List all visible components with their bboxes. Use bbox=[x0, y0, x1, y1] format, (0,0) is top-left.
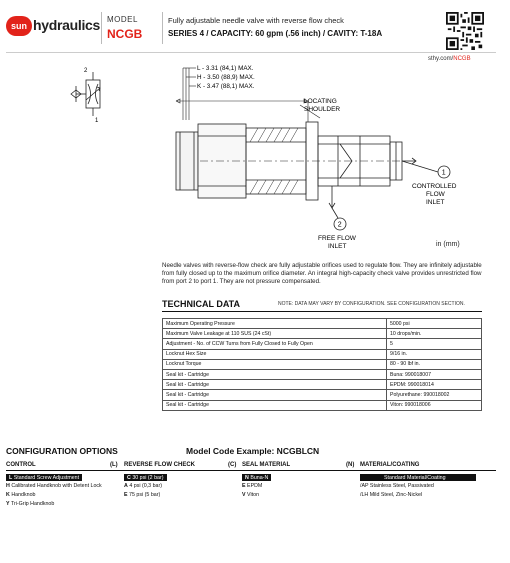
option-label: Handknob bbox=[11, 492, 36, 498]
header-divider bbox=[101, 12, 102, 44]
dimension-h: H - 3.50 (88,9) MAX. bbox=[197, 74, 255, 81]
valve-body bbox=[176, 122, 438, 218]
config-option[interactable] bbox=[242, 492, 259, 498]
option-label: Standard Screw Adjustment bbox=[13, 474, 80, 481]
dimension-l: L - 3.31 (84,1) MAX. bbox=[197, 65, 254, 72]
option-label: Standard Material/Coating bbox=[384, 474, 446, 481]
tech-value: Viton: 990018006 bbox=[387, 400, 482, 410]
option-code: K bbox=[6, 492, 10, 498]
description-paragraph: Needle valves with reverse-flow check are fully adjustable orifices used to regulate flow. They are infinitely adjustable from fully closed up to the maximum orifice diameter. An integral high-capacity check valve provides unrestricted flow from port 2 to port 1. They are not pressure compensated. bbox=[162, 262, 482, 285]
control-column-code: (L) bbox=[110, 462, 118, 468]
tech-value: 10 drops/min. bbox=[387, 329, 482, 339]
control-column-header: CONTROL bbox=[6, 462, 36, 468]
tech-row bbox=[163, 349, 482, 359]
option-code: Y bbox=[6, 501, 10, 507]
free-flow-label-1: FREE FLOW bbox=[318, 235, 356, 242]
technical-data-table bbox=[162, 318, 482, 411]
tech-label: Maximum Operating Pressure bbox=[163, 319, 387, 329]
option-label: Viton bbox=[247, 492, 260, 498]
units-label: in (mm) bbox=[436, 241, 460, 248]
config-option[interactable] bbox=[360, 474, 476, 481]
option-label: Buna-N bbox=[250, 474, 269, 481]
option-code: E bbox=[124, 492, 128, 498]
option-label: /LH Mild Steel, Zinc-Nickel bbox=[360, 492, 423, 498]
option-label: /AP Stainless Steel, Passivated bbox=[360, 483, 434, 489]
config-option[interactable] bbox=[124, 492, 160, 498]
option-code: V bbox=[242, 492, 246, 498]
config-option[interactable] bbox=[360, 483, 434, 489]
technical-data-title: TECHNICAL DATA bbox=[162, 299, 240, 309]
tech-row bbox=[163, 359, 482, 369]
config-option[interactable] bbox=[6, 474, 82, 481]
technical-data-note: NOTE: DATA MAY VARY BY CONFIGURATION. SEE CONFIGURATION SECTION. bbox=[278, 301, 465, 307]
option-label: Calibrated Handknob with Detent Lock bbox=[11, 483, 102, 489]
configuration-rule bbox=[6, 470, 496, 471]
tech-row bbox=[163, 339, 482, 349]
tech-value: Buna: 990018007 bbox=[387, 369, 482, 379]
header-divider bbox=[162, 12, 163, 44]
product-url[interactable]: sthy.com/NCGB bbox=[428, 56, 471, 62]
config-option[interactable] bbox=[360, 492, 422, 498]
option-label: EPDM bbox=[247, 483, 263, 489]
product-description: Fully adjustable needle valve with reverse flow check bbox=[168, 16, 344, 25]
seal-material-header: SEAL MATERIAL bbox=[242, 462, 291, 468]
tech-label: Locknut Hex Size bbox=[163, 349, 387, 359]
valve-cross-section-drawing bbox=[0, 60, 510, 260]
tech-value: 5 bbox=[387, 339, 482, 349]
seal-material-code: (N) bbox=[346, 462, 355, 468]
hydraulic-symbol bbox=[71, 72, 100, 116]
model-code-example: Model Code Example: NCGBLCN bbox=[186, 446, 320, 456]
tech-row bbox=[163, 319, 482, 329]
tech-value: EPDM: 990018014 bbox=[387, 380, 482, 390]
tech-label: Adjustment - No. of CCW Turns from Fully Closed to Fully Open bbox=[163, 339, 387, 349]
qr-code-icon[interactable] bbox=[446, 12, 484, 50]
option-code: C bbox=[127, 474, 131, 481]
technical-data-rule bbox=[162, 311, 482, 312]
controlled-flow-label-3: INLET bbox=[426, 199, 445, 206]
tech-label: Locknut Torque bbox=[163, 359, 387, 369]
model-value: NCGB bbox=[107, 27, 143, 41]
series-capacity-cavity: SERIES 4 / CAPACITY: 60 gpm (.56 inch) / CAVITY: T-18A bbox=[168, 29, 383, 38]
tech-row bbox=[163, 380, 482, 390]
config-option[interactable] bbox=[6, 492, 35, 498]
option-code: N bbox=[245, 474, 249, 481]
tech-value: 5000 psi bbox=[387, 319, 482, 329]
symbol-port-1: 1 bbox=[95, 118, 99, 124]
shoulder-label: SHOULDER bbox=[304, 106, 341, 113]
free-flow-label-2: INLET bbox=[328, 243, 347, 250]
tech-row bbox=[163, 390, 482, 400]
tech-label: Seal kit - Cartridge bbox=[163, 369, 387, 379]
configuration-options-title: CONFIGURATION OPTIONS bbox=[6, 446, 118, 456]
config-option[interactable] bbox=[6, 501, 54, 507]
config-option[interactable] bbox=[242, 483, 262, 489]
controlled-flow-label-1: CONTROLLED bbox=[412, 183, 457, 190]
tech-value: 9/16 in. bbox=[387, 349, 482, 359]
option-label: Tri-Grip Handknob bbox=[10, 501, 55, 507]
option-code: E bbox=[242, 483, 246, 489]
callout-2-number: 2 bbox=[337, 221, 342, 229]
reverse-flow-check-header: REVERSE FLOW CHECK bbox=[124, 462, 196, 468]
logo-text: hydraulics bbox=[33, 17, 101, 33]
callout-1-number: 1 bbox=[441, 169, 446, 177]
material-coating-header: MATERIAL/COATING bbox=[360, 462, 420, 468]
config-option[interactable] bbox=[6, 483, 102, 489]
option-label: 75 psi (5 bar) bbox=[129, 492, 161, 498]
config-option[interactable] bbox=[242, 474, 271, 481]
header-rule bbox=[6, 52, 496, 53]
option-code: H bbox=[6, 483, 10, 489]
reverse-flow-check-code: (C) bbox=[228, 462, 237, 468]
model-label: MODEL bbox=[107, 15, 138, 24]
controlled-flow-label-2: FLOW bbox=[426, 191, 445, 198]
dimension-k: K - 3.47 (88,1) MAX. bbox=[197, 83, 255, 90]
tech-label: Seal kit - Cartridge bbox=[163, 400, 387, 410]
option-code: L bbox=[9, 474, 13, 481]
option-label: 30 psi (2 bar) bbox=[132, 474, 164, 481]
locating-label: LOCATING bbox=[304, 98, 337, 105]
sun-hydraulics-logo bbox=[6, 14, 101, 40]
option-label: 4 psi (0,3 bar) bbox=[129, 483, 162, 489]
logo-badge: sun bbox=[6, 16, 32, 36]
tech-label: Maximum Valve Leakage at 110 SUS (24 cSt) bbox=[163, 329, 387, 339]
tech-row bbox=[163, 369, 482, 379]
config-option[interactable] bbox=[124, 483, 162, 489]
tech-value: 80 - 90 lbf in. bbox=[387, 359, 482, 369]
option-code: A bbox=[124, 483, 128, 489]
tech-label: Seal kit - Cartridge bbox=[163, 380, 387, 390]
tech-label: Seal kit - Cartridge bbox=[163, 390, 387, 400]
config-option[interactable] bbox=[124, 474, 167, 481]
tech-row bbox=[163, 400, 482, 410]
symbol-port-2: 2 bbox=[84, 68, 88, 74]
tech-row bbox=[163, 329, 482, 339]
tech-value: Polyurethane: 990018002 bbox=[387, 390, 482, 400]
